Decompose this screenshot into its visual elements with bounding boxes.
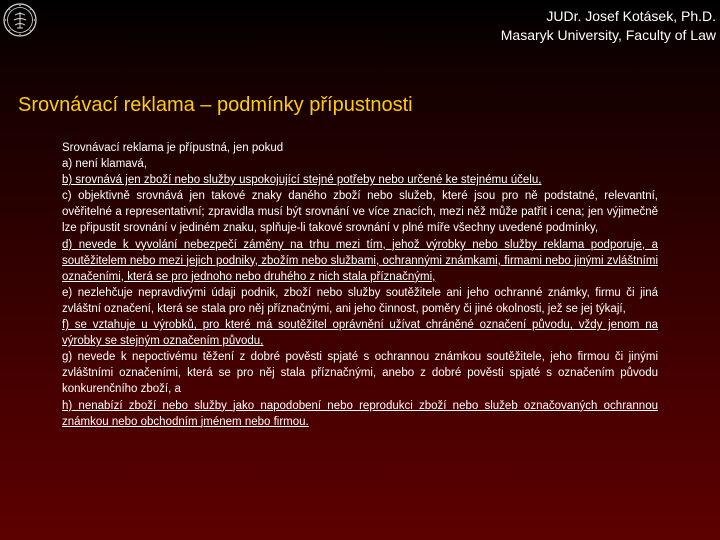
condition-e: e) nezlehčuje nepravdivými údaji podnik, zboží nebo služby soutěžitele ani jeho ochranné známky, firmu či jiná zvláštní označení, která se stala pro něj příznačnými, ani jeho činnost, poměry či jiné okolnosti, jež se jej týkají,: [62, 286, 658, 315]
slide-title: Srovnávací reklama – podmínky přípustnosti: [18, 94, 413, 116]
condition-a: a) není klamavá,: [62, 158, 148, 171]
author-name: JUDr. Josef Kotásek, Ph.D.: [546, 8, 716, 24]
condition-f: f) se vztahuje u výrobků, pro které má soutěžitel oprávnění užívat chráněné označení původu, vždy jenom na výrobky se stejným označením původu,: [62, 319, 658, 348]
condition-d: d) nevede k vyvolání nebezpečí záměny na trhu mezi tím, jehož výrobky nebo služby reklama podporuje, a soutěžitelem nebo mezi jejich podniky, zbožím nebo službami, ochrannými známkami, firmami nebo jinými zvláštními označeními, která se pro jednoho nebo druhého z nich stala příznačnými,: [62, 238, 658, 283]
intro-text: Srovnávací reklama je přípustná, jen pokud: [62, 142, 284, 154]
condition-c: c) objektivně srovnává jen takové znaky daného zboží nebo služeb, které jsou pro ně podstatné, relevantní, ověřitelné a representativní; zpravidla musí být srovnání ve více znacích, mezi něž může patřit i cena; jen výjimečně lze připustit srovnání v jediném znaku, splňuje-li takové srovnání v plné míře všechny uvedené podmínky,: [62, 190, 658, 235]
author-affiliation: Masaryk University, Faculty of Law: [500, 27, 716, 43]
university-seal-icon: [2, 2, 38, 38]
condition-b: b) srovnává jen zboží nebo služby uspokojující stejné potřeby nebo určené ke stejnému účelu,: [62, 174, 542, 187]
slide-body: [62, 140, 658, 430]
condition-g: g) nevede k nepoctivému těžení z dobré pověsti spjaté s ochrannou známkou soutěžitele, jeho firmou či jinými zvláštními označeními, která se pro něj stala příznačnými, anebo z dobré pověsti spjaté s označením původu konkurenčního zboží, a: [62, 351, 658, 396]
condition-h: h) nenabízí zboží nebo služby jako napodobení nebo reprodukci zboží nebo služeb označovaných ochrannou známkou nebo obchodním jménem nebo firmou.: [62, 399, 658, 428]
author-block: [501, 7, 716, 45]
